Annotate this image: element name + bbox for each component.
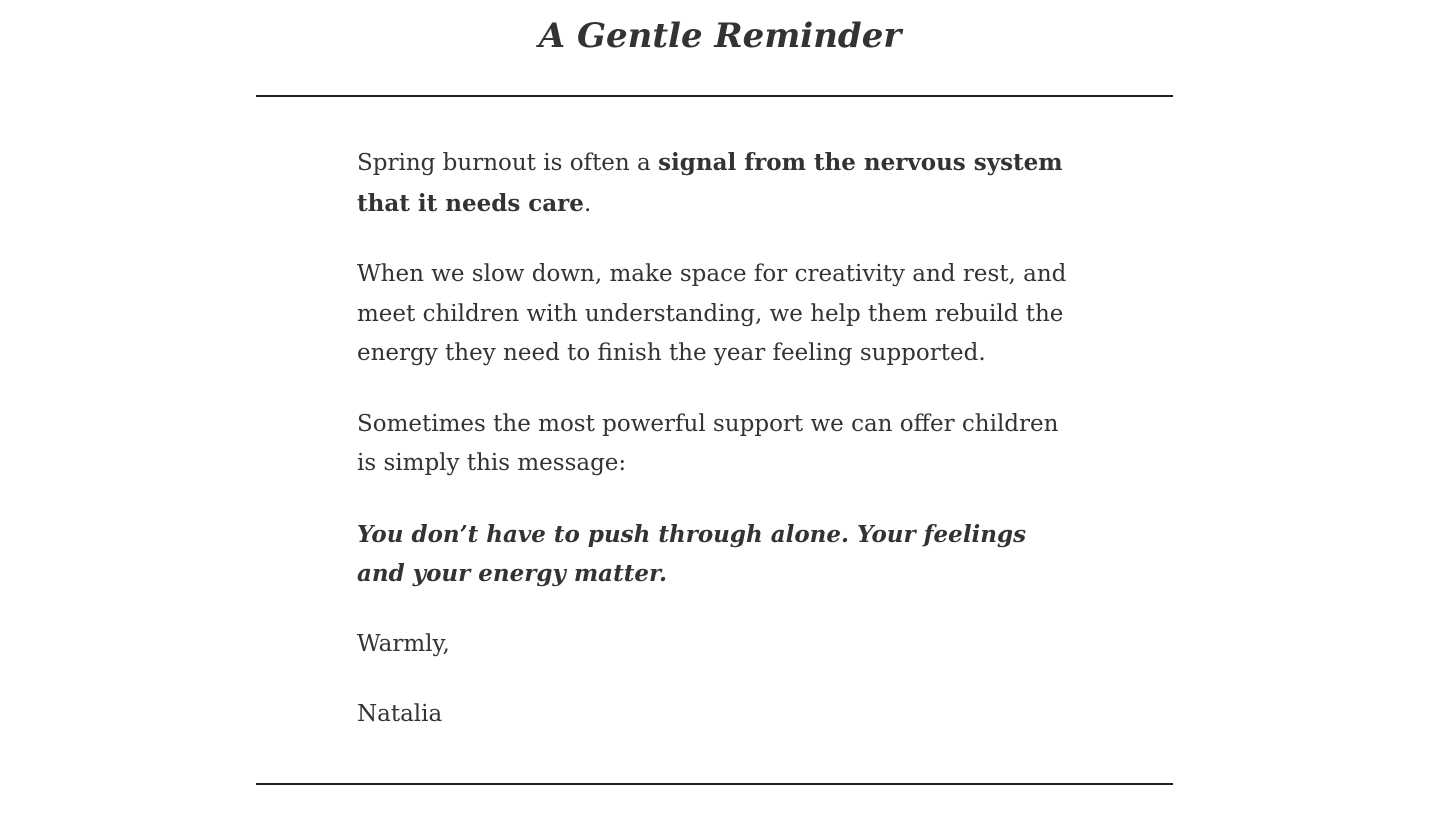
message-body — [357, 143, 1072, 766]
quote-message: You don’t have to push through alone. Your feelings and your energy matter. — [357, 520, 1027, 587]
page-title: A Gentle Reminder — [538, 16, 902, 56]
paragraph-burnout — [357, 143, 1072, 224]
paragraph-burnout-end: . — [583, 190, 592, 217]
closing: Warmly, — [357, 630, 450, 657]
paragraph-slow-down: When we slow down, make space for creativity and rest, and meet children with understanding, we help them rebuild the energy they need to finish the year feeling supported. — [357, 261, 1067, 366]
signature: Natalia — [357, 701, 443, 727]
paragraph-burnout-lead: Spring burnout is often a — [357, 150, 659, 176]
paragraph-support: Sometimes the most powerful support we can offer children is simply this message: — [357, 410, 1059, 476]
top-divider — [256, 95, 1173, 97]
paragraph-burnout-emphasis: signal from the nervous system that it needs care — [357, 149, 1063, 217]
bottom-divider — [256, 783, 1173, 785]
